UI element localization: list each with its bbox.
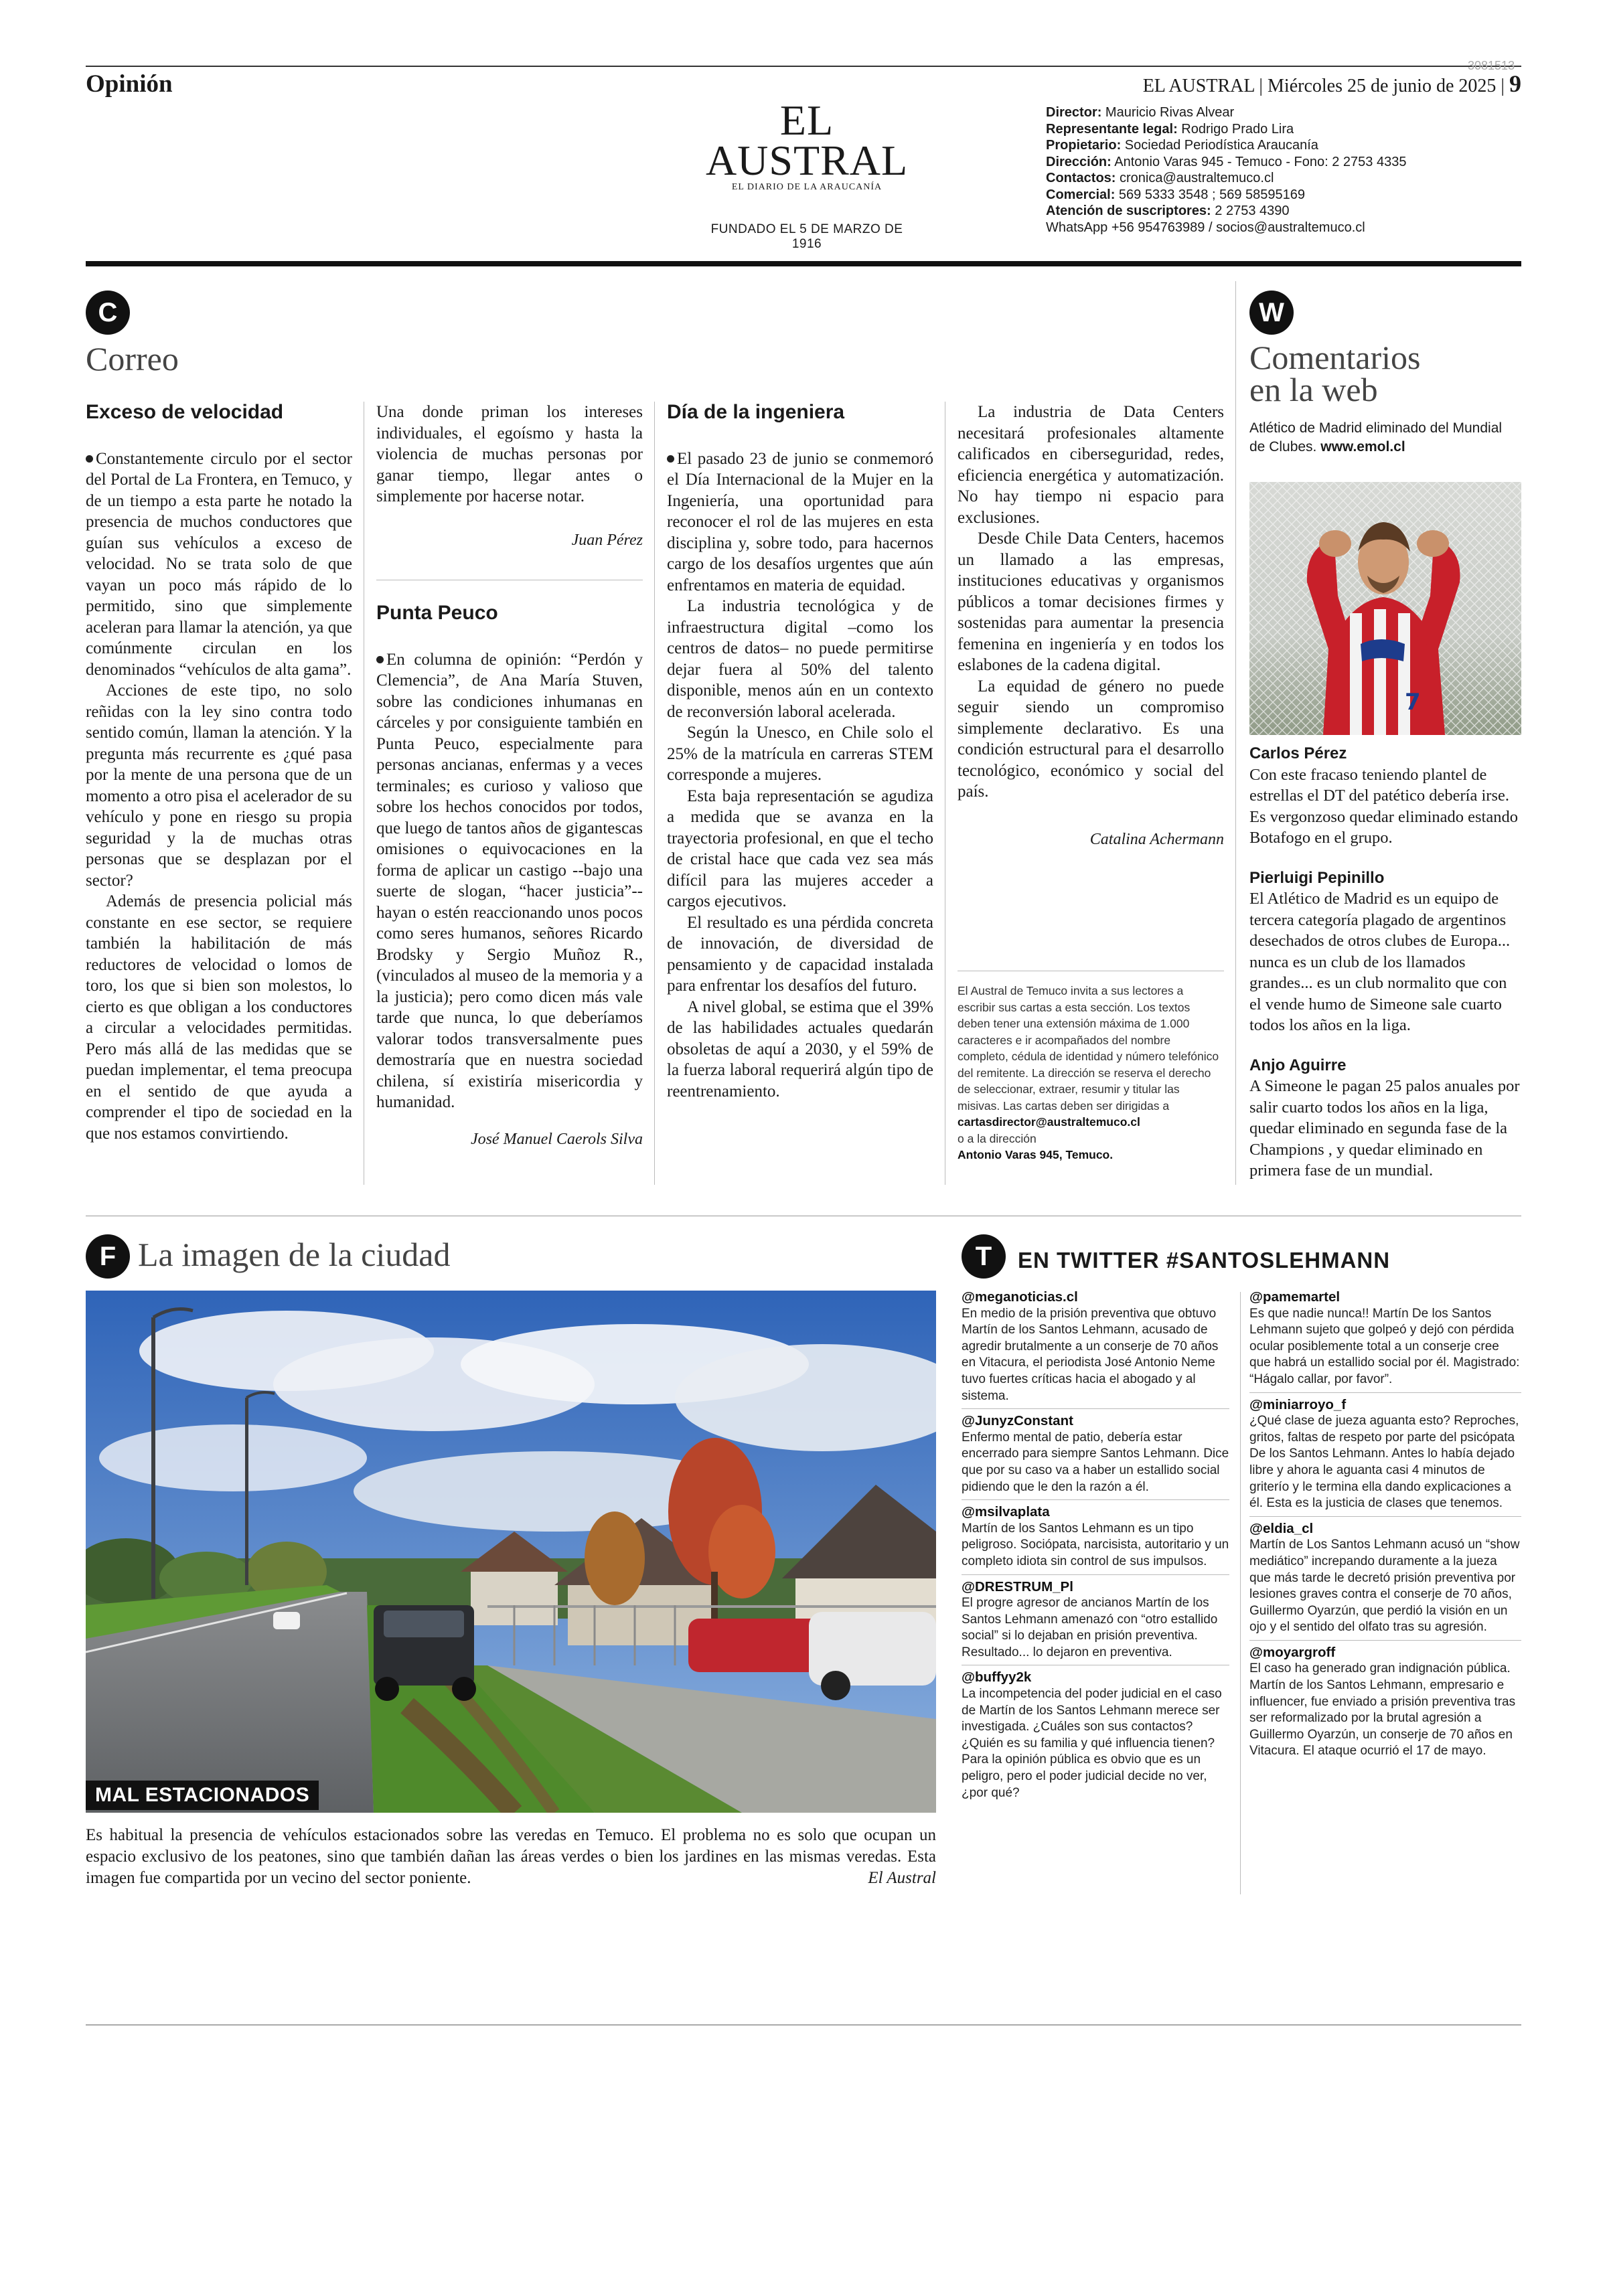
tweet-handle[interactable]: @buffyy2k	[962, 1669, 1032, 1686]
bullet-icon	[667, 455, 674, 463]
staff-line: Representante legal: Rodrigo Prado Lira	[1046, 121, 1294, 137]
tweet	[1249, 1397, 1521, 1517]
web-comment	[1249, 743, 1521, 849]
column-rule	[654, 402, 655, 1185]
page-number: 9	[1509, 70, 1521, 97]
letter-paragraph: Acciones de este tipo, no solo reñidas con la ley sino contra todo sentido común, llaman la atención. Y la pregunta más recurrente es ¿qué pasa por la mente de una persona que de un momento a otro pisa el acelerador de su vehículo y pone en riesgo su propia seguridad y la de muchas otras personas que se desplazan por el sector?	[86, 681, 352, 890]
corner-code: 3081513	[1468, 59, 1515, 72]
masthead-tagline: EL DIARIO DE LA ARAUCANÍA	[731, 182, 883, 192]
staff-line: Comercial: 569 5333 3548 ; 569 58595169	[1046, 187, 1305, 202]
letter-paragraph: Según la Unesco, en Chile solo el 25% de la matrícula en carreras STEM corresponde a mujeres.	[667, 724, 933, 784]
city-badge: F	[86, 1234, 130, 1279]
header-top-rule	[86, 66, 1521, 67]
tweets-right	[1249, 1289, 1521, 1768]
bullet-icon	[86, 455, 93, 463]
signature: José Manuel Caerols Silva	[470, 1130, 643, 1148]
tweet-handle[interactable]: @DRESTRUM_Pl	[962, 1578, 1073, 1594]
letter-paragraph: Una donde priman los intereses individuales, el egoísmo y hasta la violencia de muchas personas por ganar tiempo, llegar antes o simplemente por hacerse notar.	[376, 403, 643, 505]
letter-paragraph: Esta baja representación se agudiza a medida que se avanza en la trayectoria profesional, en que el techo de cristal hace que cada vez sea más difícil para las mujeres acceder a cargos ejecutivos.	[667, 787, 933, 910]
tweet-text: Enfermo mental de patio, debería estar encerrado para siempre Santos Lehmann. Dice que por su caso va a haber un estallido social pidiendo que le den la razón a él.	[962, 1430, 1229, 1494]
comment-text: A Simeone le pagan 25 palos anuales por salir cuarto todos los años en la liga, quedar eliminado en segunda fase de la Champions , y quedar eliminado en primera fase de un mundial.	[1249, 1077, 1520, 1179]
photo-caption: Es habitual la presencia de vehículos estacionados sobre las veredas en Temuco. El problema no es solo que ocupan un espacio exclusivo de los peatones, sino que también dañan las áreas verdes o bien los jardines en las mismas veredas. Esta imagen fue compartida por un vecino del sector poniente. El Austral	[86, 1825, 936, 1889]
tweet	[962, 1289, 1229, 1409]
tweet	[962, 1579, 1229, 1666]
city-photo	[86, 1291, 936, 1813]
letter-paragraph: Constantemente circulo por el sector del Portal de La Frontera, en Temuco, y de un tiempo a esta parte he notado la presencia de muchos conductores que guían sus vehículos a exceso de velocidad. No se trata solo de que vayan un poco más rápido de lo permitido, sino que simplemente aceleran para llamar la atención, ya que comúnmente circulan en los denominados “vehículos de alta gama”.	[86, 449, 352, 679]
letter-ingeniera	[667, 402, 933, 1102]
web-intro: Atlético de Madrid eliminado del Mundial de Clubes. www.emol.cl	[1249, 420, 1503, 455]
tweet	[962, 1669, 1229, 1805]
signature: Juan Pérez	[571, 531, 643, 549]
photo-credit: El Austral	[868, 1869, 936, 1887]
column-rule	[1235, 281, 1236, 1185]
header-thick-rule	[86, 261, 1521, 266]
web-badge: W	[1249, 291, 1294, 335]
tweet	[1249, 1521, 1521, 1641]
letter-paragraph: El pasado 23 de junio se conmemoró el Día Internacional de la Mujer en la Ingeniería, una oportunidad para reconocer el rol de las mujeres en esta disciplina y, sobre todo, para hacernos cargo de los desafíos urgentes que aún enfrentamos en materia de equidad.	[667, 449, 933, 594]
letter-paragraph: El resultado es una pérdida concreta de innovación, de diversidad de pensamiento y de capacidad instalada para enfrentar los desafíos del futuro.	[667, 913, 933, 995]
letter-paragraph: La industria de Data Centers necesitará profesionales altamente calificados en ciberseguridad, redes, eficiencia energética y automatización. No hay tiempo ni espacio para exclusiones.	[958, 403, 1224, 527]
letter-velocidad	[86, 402, 352, 1144]
tweet-handle[interactable]: @miniarroyo_f	[1249, 1396, 1347, 1412]
letter-heading: Exceso de velocidad	[86, 401, 284, 423]
letter-ingeniera-cont	[958, 402, 1224, 850]
tweet	[1249, 1645, 1521, 1764]
tweet-handle[interactable]: @pamemartel	[1249, 1289, 1341, 1305]
staff-line: WhatsApp +56 954763989 / socios@australtemuco.cl	[1046, 220, 1365, 235]
staff-line: Dirección: Antonio Varas 945 - Temuco - Fono: 2 2753 4335	[1046, 154, 1407, 169]
issue-date: Miércoles 25 de junio de 2025	[1268, 76, 1497, 96]
twitter-title: EN TWITTER #SANTOSLEHMANN	[1018, 1248, 1391, 1273]
notice-address: Antonio Varas 945, Temuco.	[958, 1148, 1114, 1161]
tweet-text: Martín de Los Santos Lehmann acusó un “show mediático” increpando duramente a la jueza que más tarde le decretó prisión preventiva por lesiones graves contra el conserje de 70 años, Guillermo Oyarzún, que perdió la visión en un ojo y el sentido del olfato tras su agresión.	[1249, 1538, 1520, 1635]
paper-meta: EL AUSTRAL | Miércoles 25 de junio de 2025 | 9	[1142, 70, 1521, 97]
web-comment	[1249, 1055, 1521, 1181]
section-name: Opinión	[86, 70, 173, 98]
comment-author: Carlos Pérez	[1249, 744, 1347, 762]
comment-text: Con este fracaso teniendo plantel de estrellas el DT del patético debería irse. Es vergonzoso quedar eliminado estando Botafogo en el grupo.	[1249, 765, 1518, 847]
web-comment	[1249, 868, 1521, 1036]
correo-badge: C	[86, 291, 130, 335]
web-comments	[1249, 743, 1521, 1200]
web-title: Comentarios en la web	[1249, 339, 1421, 408]
letter-velocidad-cont	[376, 402, 643, 551]
comment-text: El Atlético de Madrid es un equipo de tercera categoría plagado de argentinos desechados de otros clubes de Europa... nunca es un club de los llamados grandes... es un club normalito que con el vende humo de Simeone sale cuarto todos los años en la liga.	[1249, 890, 1511, 1034]
photo-tag: MAL ESTACIONADOS	[86, 1781, 319, 1810]
letter-paragraph: La industria tecnológica y de infraestructura digital –como los centros de datos– no puede permitirse dejar fuera al 50% del talento disponible, menos aún en un contexto de reconversión laboral acelerada.	[667, 597, 933, 721]
founded-line: FUNDADO EL 5 DE MARZO DE 1916	[710, 222, 903, 251]
correo-title: Correo	[86, 340, 179, 378]
letter-paragraph: Desde Chile Data Centers, hacemos un llamado a las empresas, instituciones educativas y organismos públicos a tomar decisiones firmes y sostenidas para aumentar la presencia femenina en ingeniería y en todos los eslabones de la cadena digital.	[958, 529, 1224, 674]
web-article-photo	[1249, 482, 1521, 735]
staff-box	[1046, 104, 1406, 236]
staff-line: Contactos: cronica@australtemuco.cl	[1046, 171, 1274, 185]
masthead-title: EL AUSTRAL	[705, 96, 909, 184]
column-rule	[1240, 1292, 1241, 1894]
letters-notice: El Austral de Temuco invita a sus lectores a escribir sus cartas a esta sección. Los textos deben tener una extensión máxima de 1.000 caracteres e ir acompañados del nombre completo, cédula de identidad y número telefónico del remitente. La dirección se reserva el derecho de seleccionar, extraer, resumir y titular las misivas. Las cartas deben ser dirigidas a cartasdirector@australtemuco.cl o a la dirección Antonio Varas 945, Temuco.	[958, 984, 1219, 1161]
signature: Catalina Achermann	[1089, 830, 1224, 848]
city-title: La imagen de la ciudad	[138, 1236, 451, 1273]
staff-line: Atención de suscriptores: 2 2753 4390	[1046, 203, 1290, 218]
street-photo	[86, 1291, 936, 1813]
letter-paragraph: La equidad de género no puede seguir siendo un compromiso simplemente declarativo. Es una condición estructural para el desarrollo tecnológico, económico y social del país.	[958, 677, 1224, 801]
letter-paragraph: Además de presencia policial más constante en ese sector, se requiere también la habilitación de más reductores de velocidad o lomos de toro, los que si bien son molestos, lo cierto es que obligan a los conductores a circular a velocidades permitidas. Pero más allá de las medidas que se puedan implementar, el tema preocupa en el sentido de que ayuda a comprender el tipo de sociedad en la que nos estamos convirtiendo.	[86, 892, 352, 1143]
tweet-text: ¿Qué clase de jueza aguanta esto? Reproches, gritos, faltas de respeto por parte del psicópata De los Santos Lehmann. Antes lo había dejado libre y ahora le aguanta casi 4 minutos de griterío y le termina ella dando explicaciones a él. Esta es la justicia de clases que tenemos.	[1249, 1414, 1519, 1511]
letter-heading: Día de la ingeniera	[667, 401, 845, 423]
tweet	[962, 1504, 1229, 1574]
tweet-text: Martín de los Santos Lehmann es un tipo peligroso. Sociópata, narcisista, autoritario y un completo idiota sin control de sus impulsos.	[962, 1521, 1229, 1568]
bottom-rule	[86, 2024, 1521, 2026]
tweet-handle[interactable]: @msilvaplata	[962, 1504, 1050, 1520]
letter-punta-peuco	[376, 602, 643, 1150]
tweet	[1249, 1289, 1521, 1393]
svg-text:7: 7	[1405, 689, 1421, 716]
tweet-text: La incompetencia del poder judicial en el caso de Martín de los Santos Lehmann merece ser investigada. ¿Cuáles son sus contactos? ¿Quién es su familia y qué influencia tienen? Para la opinión pública es obvio que es un peligro, pero el poder judicial decide no ver, ¿por qué?	[962, 1687, 1222, 1800]
masthead	[696, 96, 917, 252]
tweet-handle[interactable]: @moyargroff	[1249, 1644, 1336, 1660]
twitter-badge: T	[962, 1234, 1006, 1279]
letter-paragraph: En columna de opinión: “Perdón y Clemencia”, de Ana María Stuven, sobre las condiciones inhumanas en cárceles y por consiguiente también en Punta Peuco, especialmente para personas ancianas, enfermas y a veces terminales; es curioso y valioso que sobre los hechos conocidos por todos, que luego de tantos años de gigantescas omisiones o equivocaciones en la forma de aplicar un castigo --bajo una suerte de slogan, “hacer justicia”-- hayan o estén reaccionando unos pocos como seres humanos, señores Ricardo Brodsky y Sergio Muñoz R., (vinculados al museo de la memoria y a la justicia); pero como dicen más vale tarde que nunca, lo que deberíamos valorar todos transversalmente pues demostraría que en nuestra sociedad chilena, sí existiría misericordia y humanidad.	[376, 650, 643, 1111]
comment-author: Pierluigi Pepinillo	[1249, 868, 1385, 887]
notice-email[interactable]: cartasdirector@australtemuco.cl	[958, 1115, 1140, 1129]
paper-name: EL AUSTRAL	[1142, 76, 1255, 96]
tweet-text: El caso ha generado gran indignación pública. Martín de los Santos Lehmann, empresario e influencer, fue enviado a prisión preventiva tras ser reformalizado por la brutal agresión a Guillermo Oyarzún, un conserje de 70 años en Vitacura. El ataque ocurrió el 17 de mayo.	[1249, 1661, 1516, 1758]
letter-heading: Punta Peuco	[376, 602, 498, 624]
tweet-handle[interactable]: @eldia_cl	[1249, 1520, 1314, 1536]
tweet-text: En medio de la prisión preventiva que obtuvo Martín de los Santos Lehmann, acusado de agredir brutalmente a un conserje de 70 años en Vitacura, el periodista José Antonio Neme tuvo fuertes críticas hacia el abogado y al sistema.	[962, 1306, 1219, 1403]
staff-line: Propietario: Sociedad Periodística Araucanía	[1046, 138, 1318, 153]
bullet-icon	[376, 656, 384, 663]
tweet-text: Es que nadie nunca!! Martín De los Santos Lehmann sujeto que golpeó y dejó con pérdida ocular posiblemente total a un conserje cree que habrá un estallido social por él. Magistrado: “Hágalo callar, por favor”.	[1249, 1306, 1520, 1386]
tweet-text: El progre agresor de ancianos Martín de los Santos Lehmann amenazó con “otro estallido social” si lo dejaban en prisión preventiva. Resultado... lo dejaron en preventiva.	[962, 1596, 1218, 1659]
tweet-handle[interactable]: @JunyzConstant	[962, 1413, 1073, 1429]
comment-author: Anjo Aguirre	[1249, 1056, 1347, 1074]
tweet	[962, 1413, 1229, 1500]
letter-paragraph: A nivel global, se estima que el 39% de las habilidades actuales quedarán obsoletas de aquí a 2030, y el 59% de la fuerza laboral requerirá algún tipo de reentrenamiento.	[667, 997, 933, 1100]
tweets-left	[962, 1289, 1229, 1809]
footballer-photo	[1249, 482, 1521, 735]
web-site-link[interactable]: www.emol.cl	[1320, 439, 1405, 455]
tweet-handle[interactable]: @meganoticias.cl	[962, 1289, 1078, 1305]
staff-line: Director: Mauricio Rivas Alvear	[1046, 105, 1235, 120]
